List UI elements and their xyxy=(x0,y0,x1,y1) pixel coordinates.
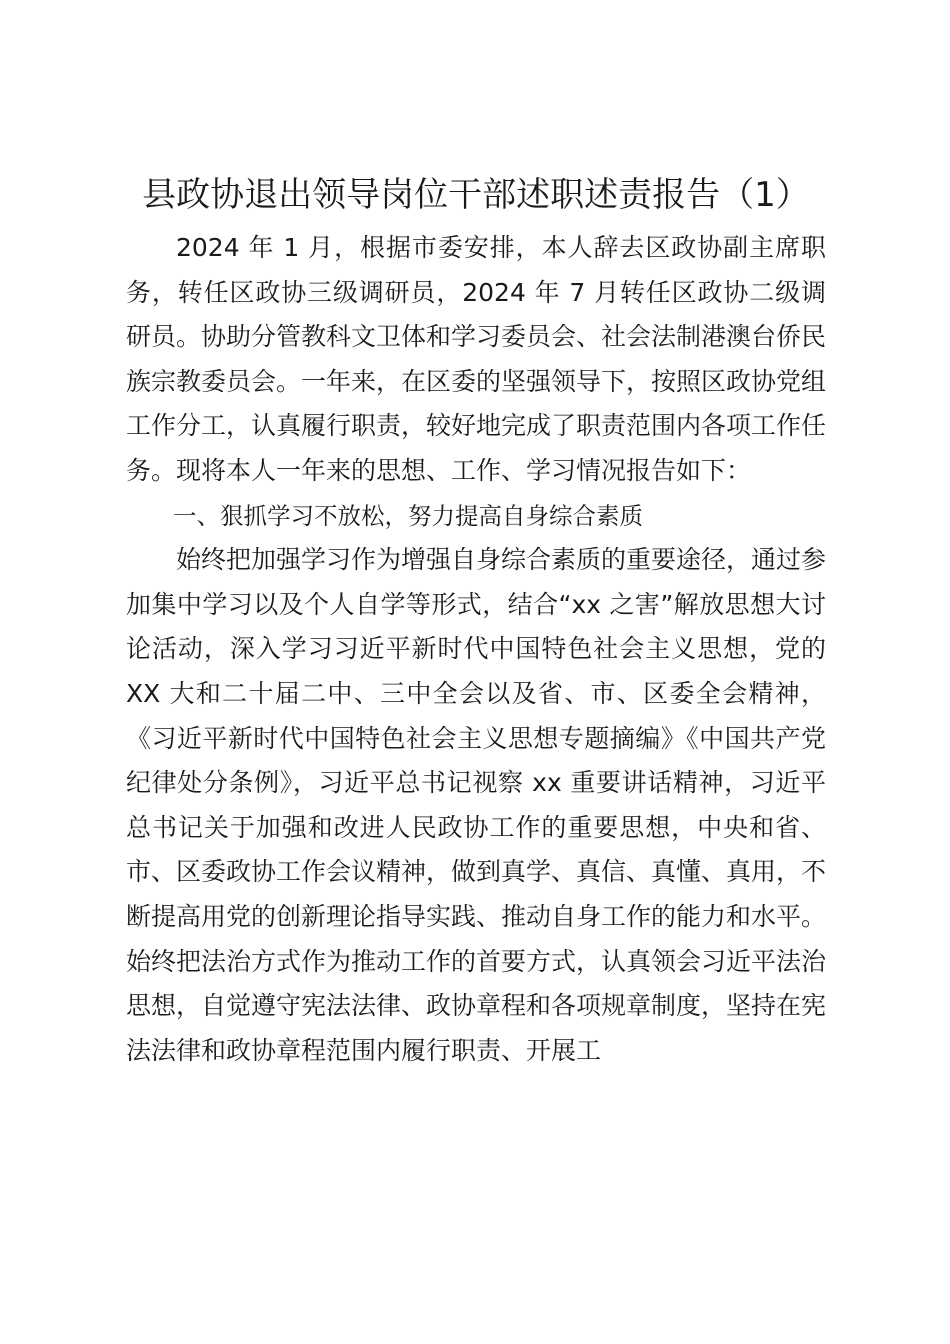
intro-paragraph: 2024 年 1 月，根据市委安排，本人辞去区政协副主席职务，转任区政协三级调研员，2024 年 7 月转任区政协二级调研员。协助分管教科文卫体和学习委员会、社会法制港澳台侨民族宗教委员会。一年来，在区委的坚强领导下，按照区政协党组工作分工，认真履行职责，较好地完成了职责范围内各项工作任务。现将本人一年来的思想、工作、学习情况报告如下： xyxy=(126,233,827,485)
document-body xyxy=(126,226,826,1073)
body-paragraph: 始终把加强学习作为增强自身综合素质的重要途径，通过参加集中学习以及个人自学等形式，结合“xx 之害”解放思想大讨论活动，深入学习习近平新时代中国特色社会主义思想，党的 XX 大和二十届二中、三中全会以及省、市、区委全会精神，《习近平新时代中国特色社会主义思想专题摘编》《中国共产党纪律处分条例》，习近平总书记视察 xx 重要讲话精神，习近平总书记关于加强和改进人民政协工作的重要思想，中央和省、市、区委政协工作会议精神，做到真学、真信、真懂、真用，不断提高用党的创新理论指导实践、推动自身工作的能力和水平。始终把法治方式作为推动工作的首要方式，认真领会习近平法治思想，自觉遵守宪法法律、政协章程和各项规章制度，坚持在宪法法律和政协章程范围内履行职责、开展工 xyxy=(126,545,827,1065)
document-title: 县政协退出领导岗位干部述职述责报告（1） xyxy=(142,175,810,215)
section-heading: 一、狠抓学习不放松，努力提高自身综合素质 xyxy=(173,501,643,530)
